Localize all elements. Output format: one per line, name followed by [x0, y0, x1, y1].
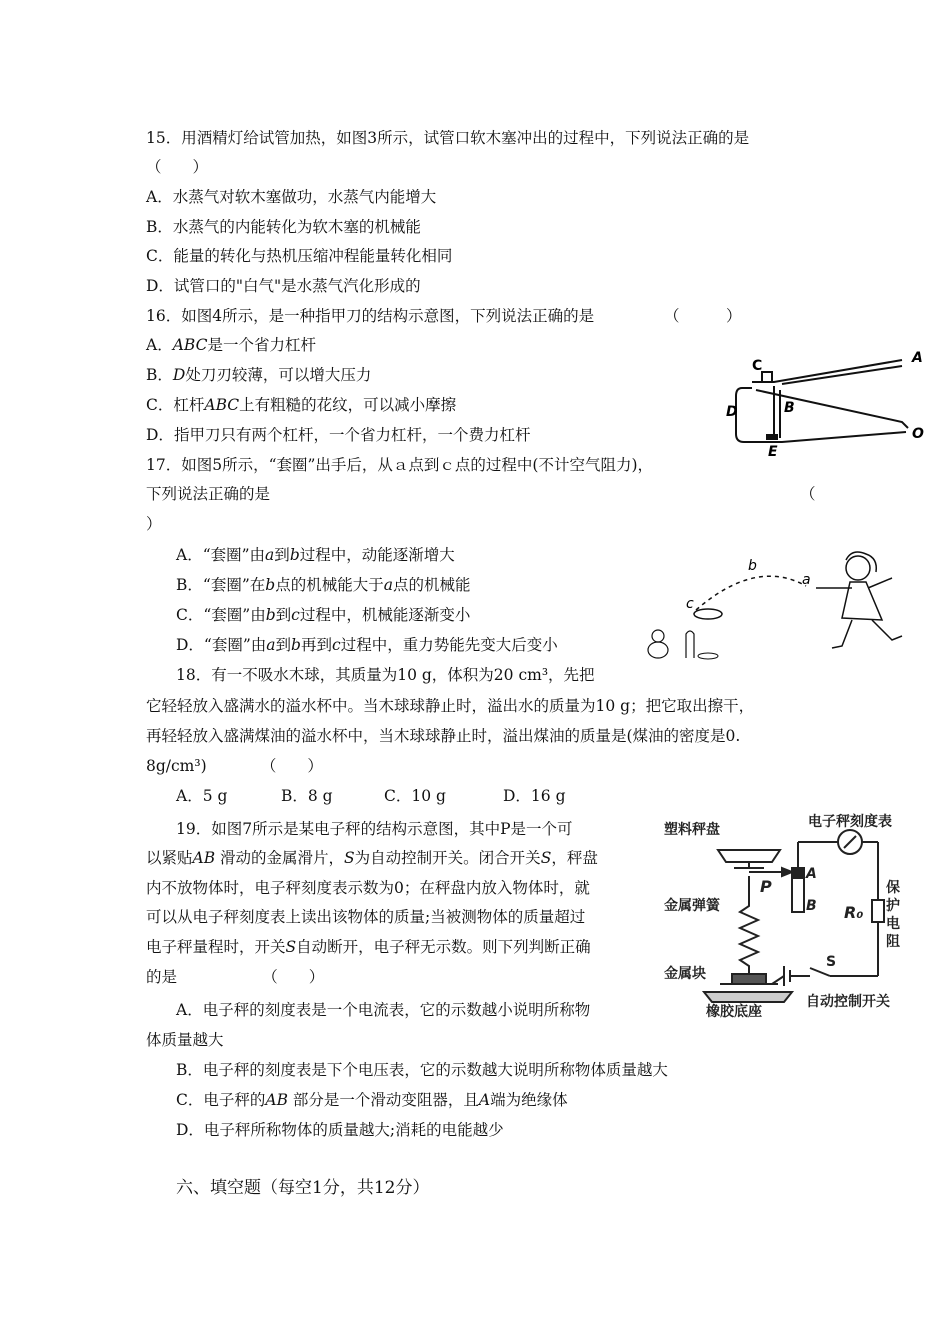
- q16-stem: 16．如图4所示，是一种指甲刀的结构示意图，下列说法正确的是: [146, 307, 595, 325]
- q19-option-c: C．电子秤的AB 部分是一个滑动变阻器，且A端为绝缘体: [176, 1091, 568, 1109]
- label-pan: 塑料秤盘: [664, 822, 720, 838]
- label-scale-meter: 电子秤刻度表: [808, 814, 892, 830]
- q15-option-b: B．水蒸气的内能转化为软木塞的机械能: [146, 218, 421, 236]
- q18-option-b: B．8 g: [281, 787, 333, 805]
- q19-line5: 电子秤量程时，开关S自动断开，电子秤无示数。则下列判断正确: [146, 938, 591, 956]
- section-six-heading: 六、填空题（每空1分，共12分）: [176, 1178, 430, 1198]
- q16-option-c: C．杠杆ABC上有粗糙的花纹，可以减小摩擦: [146, 396, 457, 414]
- figure-label-a: a: [802, 572, 811, 588]
- label-b: B: [806, 898, 817, 914]
- q17-option-c: C．“套圈”由b到c过程中，机械能逐渐变小: [176, 606, 471, 624]
- q18-option-d: D．16 g: [503, 787, 566, 805]
- label-protect-3: 电: [886, 916, 900, 932]
- q18-option-c: C．10 g: [384, 787, 446, 805]
- q16-option-b: B．D处刀刃较薄，可以增大压力: [146, 366, 372, 384]
- label-protect-4: 阻: [886, 934, 900, 950]
- q19-line1: 19．如图7所示是某电子秤的结构示意图，其中P是一个可: [176, 820, 573, 838]
- dog-drawing: [648, 630, 694, 658]
- q15-option-d: D．试管口的"白气"是水蒸气汽化形成的: [146, 277, 421, 295]
- label-p: P: [760, 877, 772, 896]
- q17-stem-line2: 下列说法正确的是: [146, 485, 271, 503]
- q17-bracket-open: （: [800, 485, 816, 503]
- label-base: 橡胶底座: [706, 1004, 762, 1020]
- figure-label-o: O: [912, 426, 924, 442]
- label-spring: 金属弹簧: [664, 898, 720, 914]
- figure-label-b: b: [748, 558, 757, 574]
- q19-line6: 的是 （ ）: [146, 968, 325, 986]
- figure-label-e: E: [768, 444, 778, 460]
- figure-label-b: B: [784, 400, 795, 416]
- q19-option-b: B．电子秤的刻度表是下个电压表，它的示数越大说明所称物体质量越大: [176, 1061, 668, 1079]
- q19-line4: 可以从电子秤刻度表上读出该物体的质量;当被测物体的质量超过: [146, 908, 586, 926]
- q18-line4: 8g/cm³) （ ）: [146, 757, 323, 775]
- figure-label-c: C: [752, 358, 763, 374]
- figure-label-a: A: [912, 350, 923, 366]
- q15-option-c: C．能量的转化与热机压缩冲程能量转化相同: [146, 247, 453, 265]
- q15-option-a: A．水蒸气对软木塞做功，水蒸气内能增大: [146, 188, 437, 206]
- q19-option-a-line2: 体质量越大: [146, 1031, 224, 1049]
- q17-stem-line1: 17．如图5所示，“套圈”出手后，从ａ点到ｃ点的过程中(不计空气阻力)，: [146, 456, 654, 474]
- q16-bracket: （ ）: [664, 307, 742, 325]
- q17-option-d: D．“套圈”由a到b再到c过程中，重力势能先变大后变小: [176, 636, 558, 654]
- q17-bracket-close: ）: [146, 515, 162, 533]
- label-auto-switch: 自动控制开关: [806, 994, 890, 1010]
- q18-option-a: A．5 g: [176, 787, 228, 805]
- label-s: S: [826, 954, 837, 970]
- q18-line3: 再轻轻放入盛满煤油的溢水杯中，当木球球静止时，溢出煤油的质量是(煤油的密度是0.: [146, 727, 741, 745]
- nail-clipper-figure: [722, 346, 932, 461]
- q19-option-a-line1: A．电子秤的刻度表是一个电流表，它的示数越小说明所称物: [176, 1001, 591, 1019]
- figure-label-d: D: [726, 404, 738, 420]
- q19-option-d: D．电子秤所称物体的质量越大;消耗的电能越少: [176, 1121, 504, 1139]
- q17-option-a: A．“套圈”由a到b过程中，动能逐渐增大: [176, 546, 455, 564]
- q16-option-a: A．ABC是一个省力杠杆: [146, 336, 316, 354]
- figure-label-c: c: [686, 596, 694, 612]
- q15-bracket: （ ）: [146, 158, 209, 176]
- q18-line2: 它轻轻放入盛满水的溢水杯中。当木球球静止时，溢出水的质量为10 g；把它取出擦干，: [146, 697, 755, 715]
- label-protect-1: 保: [886, 880, 900, 896]
- q18-line1: 18．有一不吸水木球，其质量为10 g，体积为20 cm³，先把: [176, 666, 595, 684]
- q19-line3: 内不放物体时，电子秤刻度表示数为0；在秤盘内放入物体时，就: [146, 879, 590, 897]
- q15-stem: 15．用酒精灯给试管加热，如图3所示，试管口软木塞冲出的过程中，下列说法正确的是: [146, 129, 750, 147]
- label-a: A: [806, 866, 817, 882]
- label-r0: R₀: [844, 903, 864, 922]
- label-block: 金属块: [664, 966, 706, 982]
- electronic-scale-figure: [660, 806, 920, 1018]
- label-protect-2: 护: [886, 898, 900, 914]
- q19-line2: 以紧贴AB 滑动的金属滑片，S为自动控制开关。闭合开关S，秤盘: [146, 849, 598, 867]
- girl-drawing: [816, 552, 902, 648]
- q17-option-b: B．“套圈”在b点的机械能大于a点的机械能: [176, 576, 471, 594]
- q16-option-d: D．指甲刀只有两个杠杆，一个省力杠杆，一个费力杠杆: [146, 426, 531, 444]
- ring-toss-figure: [646, 548, 910, 668]
